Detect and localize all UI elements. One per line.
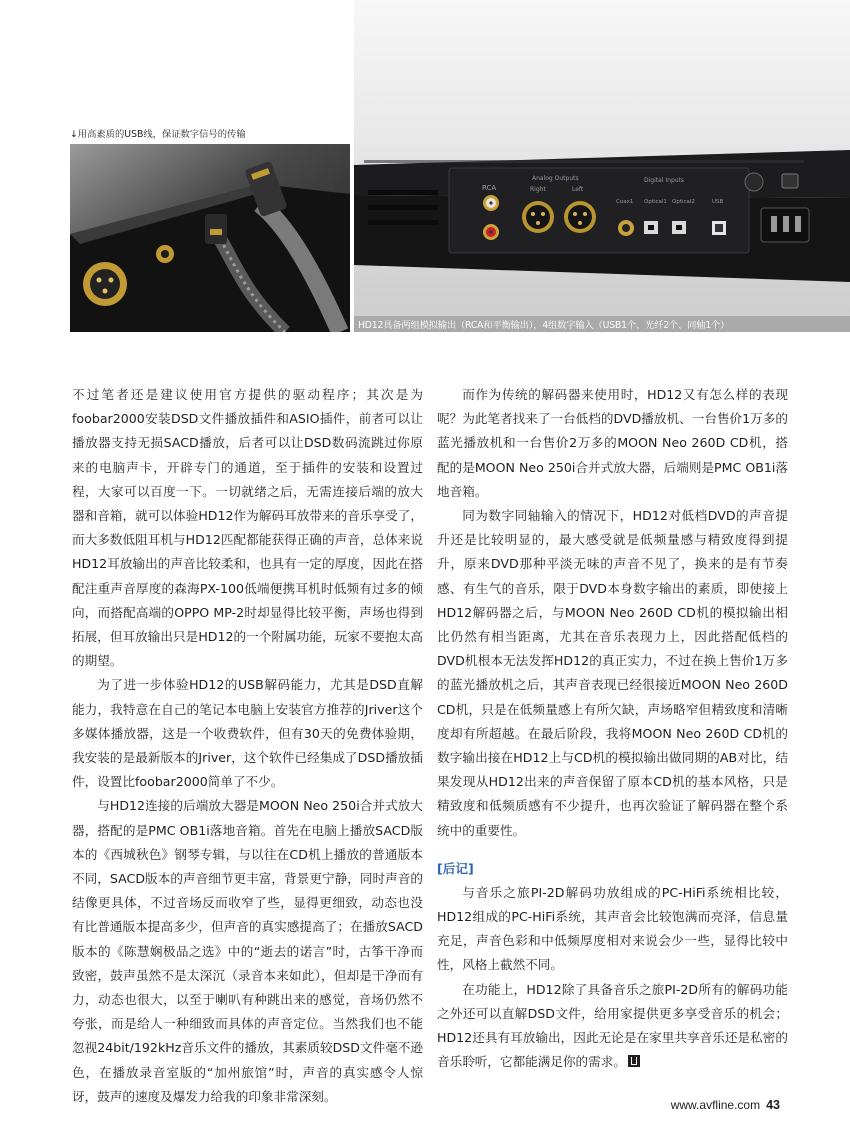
paragraph: 为了进一步体验HD12的USB解码能力，尤其是DSD直解能力，我特意在自己的笔记本电脑上安装官方推荐的Jriver这个多媒体播放器，这是一个收费软件，但有30天的免费体验期，我安装的是最新版本的Jriver，这个软件已经集成了DSD播放插件，设置比foobar2000简单了不少。: [72, 677, 423, 790]
label-coax1: Coax1: [616, 199, 634, 205]
label-usb: USB: [712, 199, 724, 205]
final-paragraph-text: 在功能上，HD12除了具备音乐之旅PI-2D所有的解码功能之外还可以直解DSD文件，给用家提供更多享受音乐的机会；HD12还具有耳放输出，因此无论是在家里共享音乐还是私密的音乐聆听，它都能满足你的需求。: [437, 981, 788, 1070]
rear-panel-illustration: [354, 0, 850, 332]
website-url: www.avfline.com: [670, 1098, 761, 1112]
end-mark-icon: [628, 1055, 640, 1067]
paragraph: 同为数字同轴输入的情况下，HD12对低档DVD的声音提升还是比较明显的，最大感受就是低频量感与精致度得到提升，原来DVD那种平淡无味的声音不见了，换来的是有节奏感、有生气的音乐，限于DVD本身数字输出的素质，即使接上HD12解码器之后，与MOON Neo 260D CD机的模拟输出相比仍然有相当距离，尤其在音乐表现力上，因此搭配低档的DVD机根本无法发挥HD12的真正实力，不过在换上售价1万多的蓝光播放机之后，其声音表现已经很接近MOON Neo 260D CD机，只是在低频量感上有所欠缺，声场略窄但精致度和清晰度却有所超越。在最后阶段，我将MOON Neo 260D CD机的数字输出接在HD12上与CD机的模拟输出做同期的AB对比，结果发现从HD12出来的声音保留了原本CD机的基本风格，只是精致度和低频质感有不少提升，也再次验证了解码器在整个系统中的重要性。: [437, 508, 788, 838]
paragraph: 与HD12连接的后端放大器是MOON Neo 250i合并式放大器，搭配的是PMC OB1i落地音箱。首先在电脑上播放SACD版本的《西城秋色》钢琴专辑，与以往在CD机上播放的普通版本不同，SACD版本的声音细节更丰富，背景更宁静，同时声音的结像更具体，不过音场反而收窄了些，显得更细致，动态也没有比普通版本提高多少，但声音的真实感提高了；在播放SACD版本的《陈慧娴极品之选》中的“逝去的诺言”时，古筝干净而致密，鼓声虽然不是太深沉（录音本来如此），但却是干净而有力，动态也很大，以至于喇叭有种跳出来的感觉，音场仍然不夸张，而是给人一种细致而具体的声音定位。当然我们也不能忽视24bit/192kHz音乐文件的播放，其素质较DSD文件毫不逊色，在播放录音室版的“加州旅馆”时，声音的真实感令人惊讶，鼓声的速度及爆发力给我的印象非常深刻。: [72, 798, 423, 1104]
article-column-right: [437, 383, 788, 1074]
paragraph: 与音乐之旅PI-2D解码功放组成的PC-HiFi系统相比较，HD12组成的PC-HiFi系统，其声音会比较饱满而亮泽，信息量充足，声音色彩和中低频厚度相对来说会少一些，显得比较中性，风格上截然不同。: [437, 884, 788, 973]
paragraph: [437, 978, 788, 1075]
left-photo-caption: ↓用高素质的USB线，保证数字信号的传输: [70, 129, 246, 140]
page-footer: [671, 1097, 780, 1113]
label-analog-outputs: Analog Outputs: [532, 175, 579, 182]
label-right: Right: [530, 186, 546, 193]
article-column-left: [72, 383, 423, 1109]
paragraph: 不过笔者还是建议使用官方提供的驱动程序；其次是为foobar2000安装DSD文件播放插件和ASIO插件，前者可以让播放器支持无损SACD播放，后者可以让DSD数码流跳过你原来的电脑声卡，开辟专门的通道，至于插件的安装和设置过程，大家可以百度一下。一切就绪之后，无需连接后端的放大器和音箱，就可以体验HD12作为解码耳放带来的音乐享受了，而大多数低阻耳机与HD12匹配都能获得正确的声音，总体来说HD12耳放输出的声音比较柔和，也具有一定的厚度，因此在搭配注重声音厚度的森海PX-100低端便携耳机时低频有过多的倾向，而搭配高端的OPPO MP-2时却显得比较平衡，声场也得到拓展，但耳放输出只是HD12的一个附属功能，玩家不要抱太高的期望。: [72, 387, 423, 669]
afterword-heading: [后记]: [437, 860, 474, 876]
top-photo-caption: HD12具备两组模拟输出（RCA和平衡输出），4组数字输入（USB1个、光纤2个、同轴1个）: [358, 320, 730, 331]
page-number: 43: [766, 1098, 780, 1112]
paragraph: 而作为传统的解码器来使用时，HD12又有怎么样的表现呢？为此笔者找来了一台低档的DVD播放机、一台售价1万多的蓝光播放机和一台售价2万多的MOON Neo 260D CD机，搭配的是MOON Neo 250i合并式放大器，后端则是PMC OB1i落地音箱。: [437, 387, 788, 499]
label-rca: RCA: [482, 184, 497, 192]
label-optical1: Optical1: [644, 199, 667, 205]
label-optical2: Optical2: [672, 199, 695, 205]
rear-panel-photo: [354, 0, 850, 332]
label-left: Left: [572, 186, 584, 193]
label-digital-inputs: Digital Inputs: [644, 177, 685, 184]
usb-cable-photo: [70, 144, 350, 332]
usb-cable-illustration: [70, 144, 350, 332]
